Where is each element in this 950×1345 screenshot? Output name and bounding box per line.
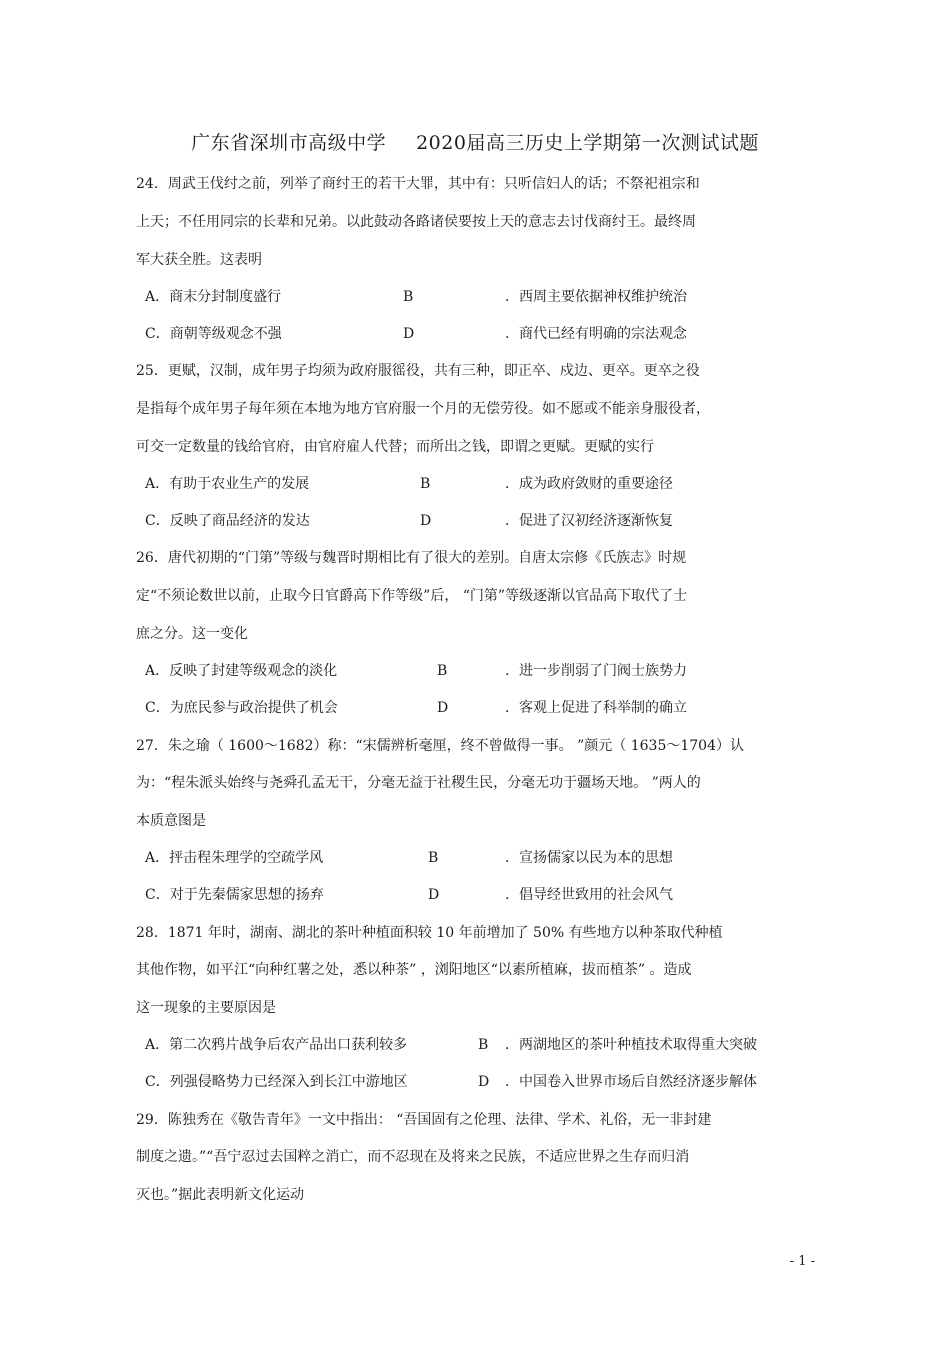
- question-26-option-b[interactable]: ．进一步削弱了门阀士族势力: [505, 663, 687, 679]
- question-26-option-d-label[interactable]: D: [437, 700, 449, 716]
- question-28-line-3: 这一现象的主要原因是: [136, 1000, 276, 1016]
- question-27-option-b[interactable]: ．宣扬儒家以民为本的思想: [505, 850, 673, 866]
- question-25-option-c[interactable]: C．反映了商品经济的发达: [145, 513, 310, 529]
- question-27-line-3: 本质意图是: [136, 813, 206, 829]
- question-26-option-d[interactable]: ．客观上促进了科举制的确立: [505, 700, 687, 716]
- question-29-line-1: 29．陈独秀在《敬告青年》一文中指出： “吾国固有之伦理、法律、学术、礼俗，无一非封建: [136, 1112, 712, 1128]
- question-25-option-b-label[interactable]: B: [420, 476, 431, 492]
- title-school: 广东省深圳市高级中学: [191, 132, 387, 154]
- question-24-option-b-label[interactable]: B: [403, 289, 414, 305]
- question-26-line-3: 庶之分。这一变化: [136, 626, 248, 642]
- question-29-line-3: 灭也。”据此表明新文化运动: [136, 1187, 305, 1203]
- question-24-option-b[interactable]: ．西周主要依据神权维护统治: [505, 289, 687, 305]
- question-29-line-2: 制度之遗。”“吾宁忍过去国粹之消亡，而不忍现在及将来之民族，不适应世界之生存而归消: [136, 1149, 690, 1165]
- question-27-option-b-label[interactable]: B: [428, 850, 439, 866]
- page-title: [0, 128, 950, 155]
- question-28-option-d[interactable]: ．中国卷入世界市场后自然经济逐步解体: [505, 1074, 757, 1090]
- question-27-option-d-label[interactable]: D: [428, 887, 440, 903]
- question-24-option-c[interactable]: C．商朝等级观念不强: [145, 326, 282, 342]
- page-number: - 1 -: [789, 1254, 815, 1269]
- question-27-option-c[interactable]: C．对于先秦儒家思想的扬弃: [145, 887, 324, 903]
- question-24-line-3: 军大获全胜。这表明: [136, 252, 262, 268]
- question-28-option-b[interactable]: ．两湖地区的茶叶种植技术取得重大突破: [505, 1037, 757, 1053]
- question-24-option-a[interactable]: A．商末分封制度盛行: [145, 289, 282, 305]
- question-26-option-c[interactable]: C．为庶民参与政治提供了机会: [145, 700, 338, 716]
- question-25-option-b[interactable]: ．成为政府敛财的重要途径: [505, 476, 673, 492]
- question-24-option-d-label[interactable]: D: [403, 326, 415, 342]
- question-26-line-2: 定“不须论数世以前，止取今日官爵高下作等级”后， “门第”等级逐渐以官品高下取代了士: [136, 588, 688, 604]
- question-28-option-d-label[interactable]: D: [478, 1074, 490, 1090]
- question-27-line-2: 为：“程朱派头始终与尧舜孔孟无干，分毫无益于社稷生民，分毫无功于疆场天地。 ”两人的: [136, 775, 701, 791]
- question-24-line-2: 上天；不任用同宗的长辈和兄弟。以此鼓动各路诸侯要按上天的意志去讨伐商纣王。最终周: [136, 214, 696, 230]
- question-27-option-d[interactable]: ．倡导经世致用的社会风气: [505, 887, 673, 903]
- question-25-line-2: 是指每个成年男子每年须在本地为地方官府服一个月的无偿劳役。如不愿或不能亲身服役者，: [136, 401, 710, 417]
- question-28-option-b-label[interactable]: B: [478, 1037, 489, 1053]
- question-24-line-1: 24．周武王伐纣之前，列举了商纣王的若干大罪，其中有：只听信妇人的话；不祭祀祖宗和: [136, 176, 700, 192]
- question-28-line-1: 28．1871 年时，湖南、湖北的茶叶种植面积较 10 年前增加了 50% 有些地方以种茶取代种植: [136, 925, 723, 941]
- question-25-option-d-label[interactable]: D: [420, 513, 432, 529]
- question-26-option-a[interactable]: A．反映了封建等级观念的淡化: [145, 663, 338, 679]
- question-28-line-2: 其他作物，如平江“向种红薯之处，悉以种茶” ，浏阳地区“以素所植麻，拔而植茶” 。造成: [136, 962, 692, 978]
- question-25-line-3: 可交一定数量的钱给官府，由官府雇人代替；而所出之钱，即谓之更赋。更赋的实行: [136, 439, 654, 455]
- question-26-option-b-label[interactable]: B: [437, 663, 448, 679]
- question-25-line-1: 25．更赋，汉制，成年男子均须为政府服徭役，共有三种，即正卒、戍边、更卒。更卒之役: [136, 363, 700, 379]
- question-27-option-a[interactable]: A．抨击程朱理学的空疏学风: [145, 850, 324, 866]
- question-27-line-1: 27．朱之瑜（ 1600～1682）称：“宋儒辨析毫厘，终不曾做得一事。 ”颜元（ 1635～1704）认: [136, 738, 744, 754]
- question-25-option-a[interactable]: A．有助于农业生产的发展: [145, 476, 310, 492]
- question-25-option-d[interactable]: ．促进了汉初经济逐渐恢复: [505, 513, 673, 529]
- question-26-line-1: 26．唐代初期的“门第”等级与魏晋时期相比有了很大的差别。自唐太宗修《氏族志》时规: [136, 550, 687, 566]
- question-28-option-c[interactable]: C．列强侵略势力已经深入到长江中游地区: [145, 1074, 408, 1090]
- question-24-option-d[interactable]: ．商代已经有明确的宗法观念: [505, 326, 687, 342]
- title-exam: 2020届高三历史上学期第一次测试试题: [416, 132, 759, 154]
- question-28-option-a[interactable]: A．第二次鸦片战争后农产品出口获利较多: [145, 1037, 408, 1053]
